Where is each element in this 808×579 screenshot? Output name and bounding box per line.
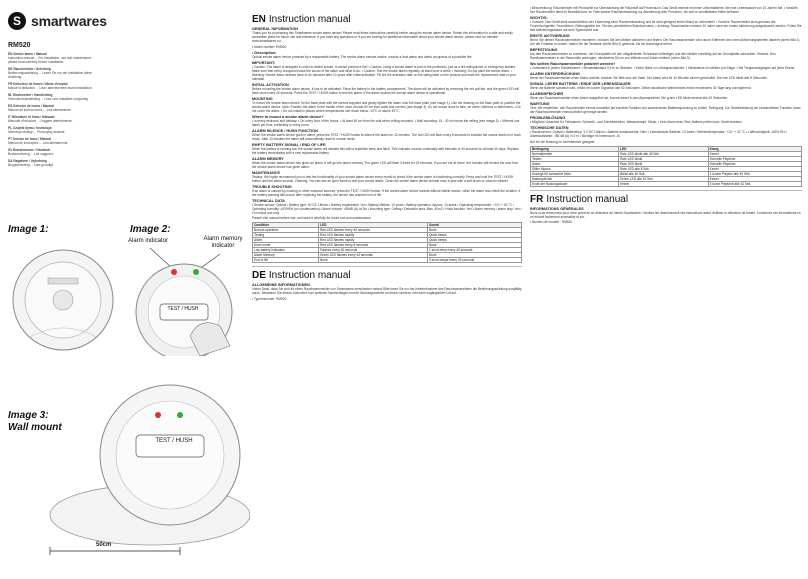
de-table-cell: Anzeige für schwache Akku — [531, 171, 619, 176]
de-table-cell: Rote LED alle 8 Sek. — [619, 166, 709, 171]
fr-bottom-subheading: INFORMATIONS GÉNÉRALES — [530, 206, 584, 211]
de-title: Instruction manual — [268, 270, 351, 281]
en-table-cell: None — [427, 228, 521, 233]
language-list — [8, 52, 94, 170]
en-table-cell: 3 short beeps every 43 seconds — [427, 258, 521, 263]
de-wo-heading: Wo sollten Rauchwarnmelder platziert werden? — [530, 62, 616, 66]
en-desc-text: Optical smoke alarm device powered by a replaceable battery. The smoke alarm senses smoke, sounds a loud alarm and alerts occupants of a possible fire. — [252, 54, 473, 59]
en-table-cell: 1 short beep every 40 seconds — [427, 248, 521, 253]
en-code: EN — [252, 14, 266, 25]
en-table-cell: None — [427, 253, 521, 258]
language-entry — [8, 159, 94, 167]
en-heading — [252, 14, 522, 25]
en-tech-heading: TECHNICAL DATA — [252, 198, 285, 203]
fr-code: FR — [530, 193, 544, 205]
dimension-50cm: 50cm — [96, 542, 112, 548]
de-wo-text: • Zumindest in jedem Schlafzimmer. • Mindestabstand 0,5 m zu Wänden. • Keine Nähe zu Lüftungsschächten. • Mindestens ein Melder pro Etage. • Bei Treppenaufgängen auf jeder Ebene. — [530, 66, 796, 70]
en-table-header-cell: Condition — [253, 223, 319, 228]
image1-label: Image 1: — [8, 224, 49, 235]
en-table-cell: Flashes every 40 seconds — [319, 248, 428, 253]
de-bottom-model: • Typennummer: RM520 — [252, 296, 287, 301]
en-table-cell: Red LED flashes rapidly — [319, 238, 428, 243]
de-condition-table — [530, 146, 802, 187]
model-number: RM520 — [8, 42, 31, 49]
language-entry-text: Manual de instruções ... Leia atentamente. — [8, 141, 69, 145]
de-befest-heading: BEFESTIGUNG — [530, 48, 558, 52]
language-entry-title: PL Czujnik dymu / Instrukcja — [8, 126, 52, 130]
en-table-cell: Red LED flashes rapidly — [319, 233, 428, 238]
de-alarm-heading: ALARM UNTERDRÜCKUNG — [530, 72, 580, 76]
de-table-cell: Alarm — [531, 161, 619, 166]
language-entry-title: PT Detetor de fumo / Manual — [8, 137, 52, 141]
language-entry — [8, 126, 94, 134]
language-entry — [8, 137, 94, 145]
german-column — [530, 0, 802, 579]
en-mount-heading: MOUNTING — [252, 96, 273, 101]
image3-wallmount-illustration — [40, 375, 250, 575]
de-table-cell: Blinkt alle 40 Sek. — [619, 171, 709, 176]
de-wichtig-text: • Vorsicht: Das Gerät dient ausschließlich der Erkennung einer Rauchentwicklung und ist nicht geeignet einen Brand zu verhindern! • Vorsicht: Rauchmelder sind genauso wie Feuerlöschgeräte, Feuerleitern, Rettungsleiter etc. Teil des persönlichen Brandschutzes. • Achtung: Rauchmelder müssen 10 Jahre nach der ersten Aktivierung ausgetauscht werden. Füllen Sie das Aktivierungsdatum auf dem Typenschild aus. — [530, 20, 802, 32]
de-prob-text: • Mögliche Ursachen für Fehlalarme: Schweiß-, und Schleifarbeiten, Wasserdampf, Staub. • Kein Alarm beim Test: Batterie prüfen bzw. Gerät ersetzen. — [530, 120, 743, 124]
english-column — [252, 0, 522, 579]
de-bottom-text: Vielen Dank, dass Sie sich für einen Rauchwarnmelder von Smartwares entschieden haben! Bitte lesen Sie vor der Inbetriebnahme des Rauchwarnmelders die Bedienungsanleitung sorgfältig durch. Bewahren Sie dieses Dokument zum späteren Nachschlagen und für Wartungszwecke an einem sicheren und leicht zugänglichen Ort auf. — [252, 287, 522, 295]
image2-alarm-illustration — [120, 246, 248, 356]
de-wart-heading: WARTUNG — [530, 102, 550, 106]
fr-bottom-model: • Numéro de modèle : RM520 — [530, 220, 573, 224]
en-title: Instruction manual — [268, 14, 351, 25]
language-entry-title: DE Rauchmelder / Anleitung — [8, 67, 51, 71]
language-entry-text: Bedienungsanleitung ... Lesen Sie vor der Installation diese Anleitung. — [8, 71, 92, 79]
en-table-cell: Low battery indication — [253, 248, 319, 253]
language-entry-text: Bruksanvisning ... Läs noggrant. — [8, 152, 54, 156]
alarm-indicator-callout: Alarm indicator — [127, 238, 168, 244]
en-battery-heading: EMPTY BATTERY SIGNAL / END OF LIFE — [252, 142, 326, 147]
en-table-cell: Quick beeps — [427, 233, 521, 238]
en-table-cell: Alarm Memory — [253, 253, 319, 258]
de-table-cell: Rote LED blinkt — [619, 161, 709, 166]
de-table-cell: Normalbetrieb — [531, 151, 619, 156]
language-entry — [8, 115, 94, 123]
image3-label: Image 3: — [8, 410, 49, 421]
en-desc-heading: • Description: — [252, 50, 277, 55]
de-table-header-cell: Klang — [708, 146, 801, 151]
de-mem-heading: ALARMSPEICHER — [530, 92, 564, 96]
de-befest-text: Um den Rauchwarnmelder zu montieren, die Grundplatte mit den mitgelieferten Schrauben befestigen und den Melder vorsichtig auf die Grundplatte schrauben. Hinweis: Den Rauchwarnmelder in der Raummitte anbringen, mindestens 50 cm von Wänden und Ecken entfernt (siehe Bild 3). — [530, 52, 776, 60]
language-entry-text: Gebruikershandleiding ... Lees voor installatie zorgvuldig. — [8, 97, 89, 101]
en-init-text: Before mounting the smoke alarm device, it has to be activated. Place the battery in the battery compartment. The alarm will be activated by removing the red pull tab, and the green LED will flash once every 40 seconds. Press the TEST / HUSH button to test the alarm. If the alarm sounds the smoke alarm device is operational. — [252, 86, 519, 95]
language-entry — [8, 52, 94, 64]
en-battery-text: When the battery is running low, the smoke alarm will indicate this with a repetitive beep and flash. This indicator sounds continually with intervals of 40 seconds for at least 30 days. Replace the battery immediately with a new replaceable battery. — [252, 146, 519, 155]
de-table-cell: Testen — [531, 156, 619, 161]
de-table-header-cell: LED — [619, 146, 709, 151]
language-entry — [8, 67, 94, 79]
test-hush-label-image3: TEST / HUSH — [155, 438, 193, 444]
en-table-cell: None — [319, 258, 428, 263]
left-column — [0, 0, 250, 579]
de-table-cell: Rote LED blinkt alle 40 Sek. — [619, 151, 709, 156]
language-entry-text: Manuale d'istruzioni ... Leggere attentamente. — [8, 119, 73, 123]
en-table-cell: End of life — [253, 258, 319, 263]
de-table-header-cell: Bedingung — [531, 146, 619, 151]
language-entry-title: DA Røgalarm / Vejledning — [8, 159, 47, 163]
en-important-heading: IMPORTANT: — [252, 60, 276, 65]
de-bottom-heading — [252, 270, 522, 281]
de-erst-heading: ERSTE AKTIVIERUNG — [530, 34, 570, 38]
en-condition-table — [252, 222, 522, 263]
en-table-cell: Alarm — [253, 238, 319, 243]
test-hush-label-image2: TEST / HUSH — [167, 306, 199, 312]
fr-bottom-text: Nous vous remercions pour votre achat de ce détecteur de fumée Smartwares ! Veuillez lire attentivement ces instructions avant d'utiliser le détecteur de fumée. Conservez ces informations en un endroit facilement accessible et sûr. — [530, 210, 801, 219]
language-entry-text: Instruction manual ... For installation, use and maintenance please read carefully before installation. — [8, 56, 92, 64]
en-where-heading: Where to mount a smoke alarm device? — [252, 114, 324, 119]
de-intro-text: • Beschreibung: Rauchmelder mit Photozelle zur Überwachung der Raumluft auf Feuerrauch. Das Gerät erkennt mit einer Lithiumbatterie, die eine Lebensdauer von 10 Jahren hat. • Vorsicht: Der Rauchmelder dient im Brandfall bzw. im Falle starker Rauchentwicklung zur Alarmierung aller Personen, die sich in unmittelbarer Nähe befinden. — [530, 6, 799, 14]
en-table-cell: Normal operation — [253, 228, 319, 233]
fr-title: Instruction manual — [546, 193, 629, 205]
en-table-cell: Quick beeps — [427, 238, 521, 243]
language-entry-text: Manual de instrucciones ... Lea atentamente. — [8, 108, 72, 112]
en-table-cell: None — [427, 243, 521, 248]
en-general-text: Thank you for purchasing this Smartwares smoke alarm device! Please read these instructions carefully before using the smoke alarm device. Retain this information in a safe and easily accessible place for future use and reference. If you have any questions or if you are looking for additional information about your smoke alarm device, please visit our website www.smartwares.eu. — [252, 31, 513, 43]
de-table-cell: Keiner — [708, 166, 801, 171]
de-alarm-text: Wenn der Rauchwarnmelder einen Alarm auslöst, drücken Sie bitte kurz die Taste. Der Alarm wird für 10 Minuten stumm geschaltet. Die rote LED blinkt alle 8 Sekunden. — [530, 76, 768, 80]
language-entry — [8, 104, 94, 112]
en-table-header-cell: LED — [319, 223, 428, 228]
de-visit-text: Nur für die Nutzung im Innenbereich geeignet. — [530, 139, 596, 144]
de-wart-text: Test: Wir empfehlen, den Rauchmelder einmal monatlich auf korrekte Funktion und ausreichende Batteriespannung zu prüfen. Reinigung: Zur Gewährleistung der einwandfreien Funktion muss der Rauchwarnmelder einmal jährlich gereinigt werden. — [530, 106, 801, 114]
de-table-cell: Schnelle Pieptöne — [708, 156, 801, 161]
language-entry-title: SV Brandvarnare / Handbok — [8, 148, 51, 152]
en-table-cell: Red LED flashes every 40 seconds — [319, 228, 428, 233]
de-table-cell: Rote LED blinkt — [619, 156, 709, 161]
brand-name: smartwares — [31, 13, 107, 29]
brand-logo — [8, 12, 107, 30]
en-important-text: • Caution: The alarm is designed in order to detect smoke. It cannot prevent a fire! • Caution: Using a smoke alarm is part of the protection, just as a fire extinguisher or emergency ladders. Make sure that every occupant knows the sound of the alarm and what to do. • Caution: Test the smoke alarm regularly, at least once a week. • Warning: Do not paint the smoke alarm. • Warning: Smoke alarm devices have to be replaced after 10 years after initial activation. Fill out the activation date on the rating label on the product and mark the replacement date in your calendar. — [252, 64, 517, 81]
en-memory-text: When the smoke alarm device has given an alarm, it will go into alarm memory. The green LED will flash 3 times for 43 seconds. If you are not at home, the function will remind the user that the smoke alarm device has given alarm. — [252, 160, 518, 169]
de-table-cell: 3 kurze Pieptöne alle 43 Sek. — [708, 181, 801, 186]
en-model-line: • Model number: RM520 — [252, 44, 287, 49]
image1-baseplate-illustration — [8, 238, 118, 358]
de-table-cell: Keiner — [708, 176, 801, 181]
de-erst-text: Bevor Sie diesen Rauchwarnmelder montieren, müssen Sie den Melder aktivieren und testen. Der Rauchwarnmelder wird durch Entfernen des roten Aktivierungsstreifen aktiviert (siehe Bild 1). Um die Funktion zu testen, halten Sie die Testtaste (siehe Bild 2) gedrückt, bis ein Alarmsignal ertönt. — [530, 38, 801, 46]
en-memory-heading: ALARM MEMORY — [252, 156, 284, 161]
language-entry — [8, 148, 94, 156]
language-entry-text: Brugsanvisning ... Læs grundigt. — [8, 163, 54, 167]
de-table-cell: Stiller Modus — [531, 166, 619, 171]
de-bottom-subheading: ALLGEMEINE INFORMATIONEN — [252, 283, 310, 287]
de-table-cell: Grüne LED alle 43 Sek. — [619, 176, 709, 181]
en-table-row — [253, 258, 522, 263]
en-table-cell: Green LED flashes every 43 seconds — [319, 253, 428, 258]
en-divider — [252, 266, 522, 267]
de-mem-text: Wenn der Rauchwarnmelder einen Alarm ausgelöst hat, kommt dieser in den Alarmspeicher. Die grüne LED blinkt dreimal alle 43 Sekunden. — [530, 96, 729, 100]
de-prob-heading: PROBLEMLÖSUNG — [530, 116, 566, 120]
en-table-cell: Testing — [253, 233, 319, 238]
en-table-header-cell: Sound — [427, 223, 521, 228]
language-entry-text: Manuel d'utilisation ... Lisez attentivement avant installation. — [8, 86, 93, 90]
en-alarm-heading: ALARM SILENCE / HUSH FUNCTION — [252, 128, 318, 133]
de-batt-text: Wenn die Batterie schwach wird, ertönt ein kurzer Signalton alle 40 Sekunden. Dieser akustische Warnhinweis ertönt mindestens 30 Tage lang durchgehend. — [530, 86, 752, 90]
de-tech-heading: TECHNISCHE DATEN — [530, 126, 569, 130]
en-where-text: • In every bedroom and hallway. • On every floor of the house. • At least 50 cm from the wall when ceiling mounted. • Wall mounting: 15 - 30 cm below the ceiling (see image 3). • Minimal one alarm per floor, preferably in every room. — [252, 118, 520, 127]
brand-mark-icon: S — [8, 12, 26, 30]
fr-bottom-heading — [530, 194, 802, 205]
alarm-memory-callout: Alarm memory indicator — [203, 236, 243, 249]
en-alarm-text: When the smoke alarm device goes in alarm, press the TEST / HUSH button to silence the alarm for 10 minutes. The red LED will flash every 8 seconds to indicate the smoke alarm is in hush mode. After 10 minutes the alarm will automatically reset to normal mode. — [252, 132, 521, 141]
language-entry — [8, 93, 94, 101]
de-batt-heading: SIGNAL LEERE BATTERIE / ENDE DER LEBENSDAUER — [530, 82, 631, 86]
en-trouble-heading: TROUBLE SHOOTING — [252, 184, 292, 189]
image2-label: Image 2: — [130, 224, 171, 235]
en-maint-heading: MAINTENANCE — [252, 170, 281, 175]
de-table-cell: Keiner — [619, 181, 709, 186]
language-entry-text: Instrukcja obsługi ... Przeczytaj uważnie. — [8, 130, 66, 134]
de-table-row — [531, 181, 802, 186]
en-init-heading: INITIAL ACTIVATION — [252, 82, 289, 87]
en-mount-text: To mount the smoke alarm device: fix the base plate with the screws supplied and gently tighten the alarm onto the base plate (see image 1). Use the drawing on the base plate to position the smoke alarm device. Note: Position the alarm in the middle of the room at least 50 cm from walls and corners (see image 3). Do not mount close to fans, air vents, kitchens or bathrooms. • Do not cover the alarm. • Do not install in places where temperatures can reach below -10°C or above 40°C. — [252, 100, 521, 113]
image3-sublabel: Wall mount — [8, 422, 62, 433]
language-entry-title: IT Rilevatore di fumo / Manuale — [8, 115, 55, 119]
language-entry-title: ES Detector de humo / Manual — [8, 104, 54, 108]
de-table-cell: 1 kurzer Piepton alle 40 Sek. — [708, 171, 801, 176]
language-entry-title: EN Smoke alarm / Manual — [8, 52, 47, 56]
language-entry — [8, 82, 94, 90]
language-entry-title: NL Rookmelder / Handleiding — [8, 93, 53, 97]
en-general-heading: GENERAL INFORMATION — [252, 27, 299, 31]
de-table-cell: Keiner — [708, 151, 801, 156]
de-tech-text: • Rauchsensor: Optisch • Batterietyp: 3 V DC Lithium • Batterie austauschbar: Nein • Lebensdauer Batterie: 10 Jahre • Betriebstemperatur: +10 / + 40 °C • Luftfeuchtigkeit: ≤93% RH • Alarmlautstärke: >85 dB (A) in 3 m • Montage im Innenraum: Ja — [530, 130, 787, 138]
en-table-cell: Red LED flashes every 8 seconds — [319, 243, 428, 248]
de-divider — [530, 190, 802, 191]
en-trouble-text: If an alarm is caused by cooking or other nuisance sources, press the TEST / HUSH button. If the smoke alarm device sounds without visible smoke, clean the alarm and check the location. If the battery warning still occurs after replacing the battery, the device has reached end of life. — [252, 188, 521, 197]
de-table-cell: Alarmspeicher — [531, 176, 619, 181]
de-table-cell: Schnelle Pieptöne — [708, 161, 801, 166]
en-maint-text: Testing: We highly recommend you to test the functionality of your smoke alarm device every month to check if the smoke alarm is functioning correctly. Press and hold the TEST / HUSH button until the alarm sounds. Cleaning: You can use an open flame to test your smoke alarm. Clean the smoke alarm device at least once a year with a soft brush or vacuum cleaner. — [252, 174, 514, 183]
en-tech-text: • Smoke sensor: Optical • Battery type: 9V DC Lithium • Battery replaceable: Yes • Battery lifetime: 10 years • Battery operation: Approx. 10 years • Operating temperature: +10 / + 40 °C • Operating humidity: ≤93%RH (no condensation) • Alarm volume: >85dB (A) at 3m • Mounting type: Ceiling • Detection area: Max. 40m2 • Hush function: Yes • Alarm memory / alarm duty: Yes • For indoor use only — [252, 202, 522, 215]
en-visit-text: Please visit manual before use, and store it carefully for future use and maintenance. — [252, 216, 372, 220]
language-entry-title: FR Détecteur de fumée / Mode d'emploi — [8, 82, 68, 86]
de-wichtig-heading: WICHTIG: — [530, 16, 548, 20]
de-code: DE — [252, 270, 266, 281]
en-table-cell: Hush mode — [253, 243, 319, 248]
de-table-cell: Ende der Nutzungsdauer — [531, 181, 619, 186]
